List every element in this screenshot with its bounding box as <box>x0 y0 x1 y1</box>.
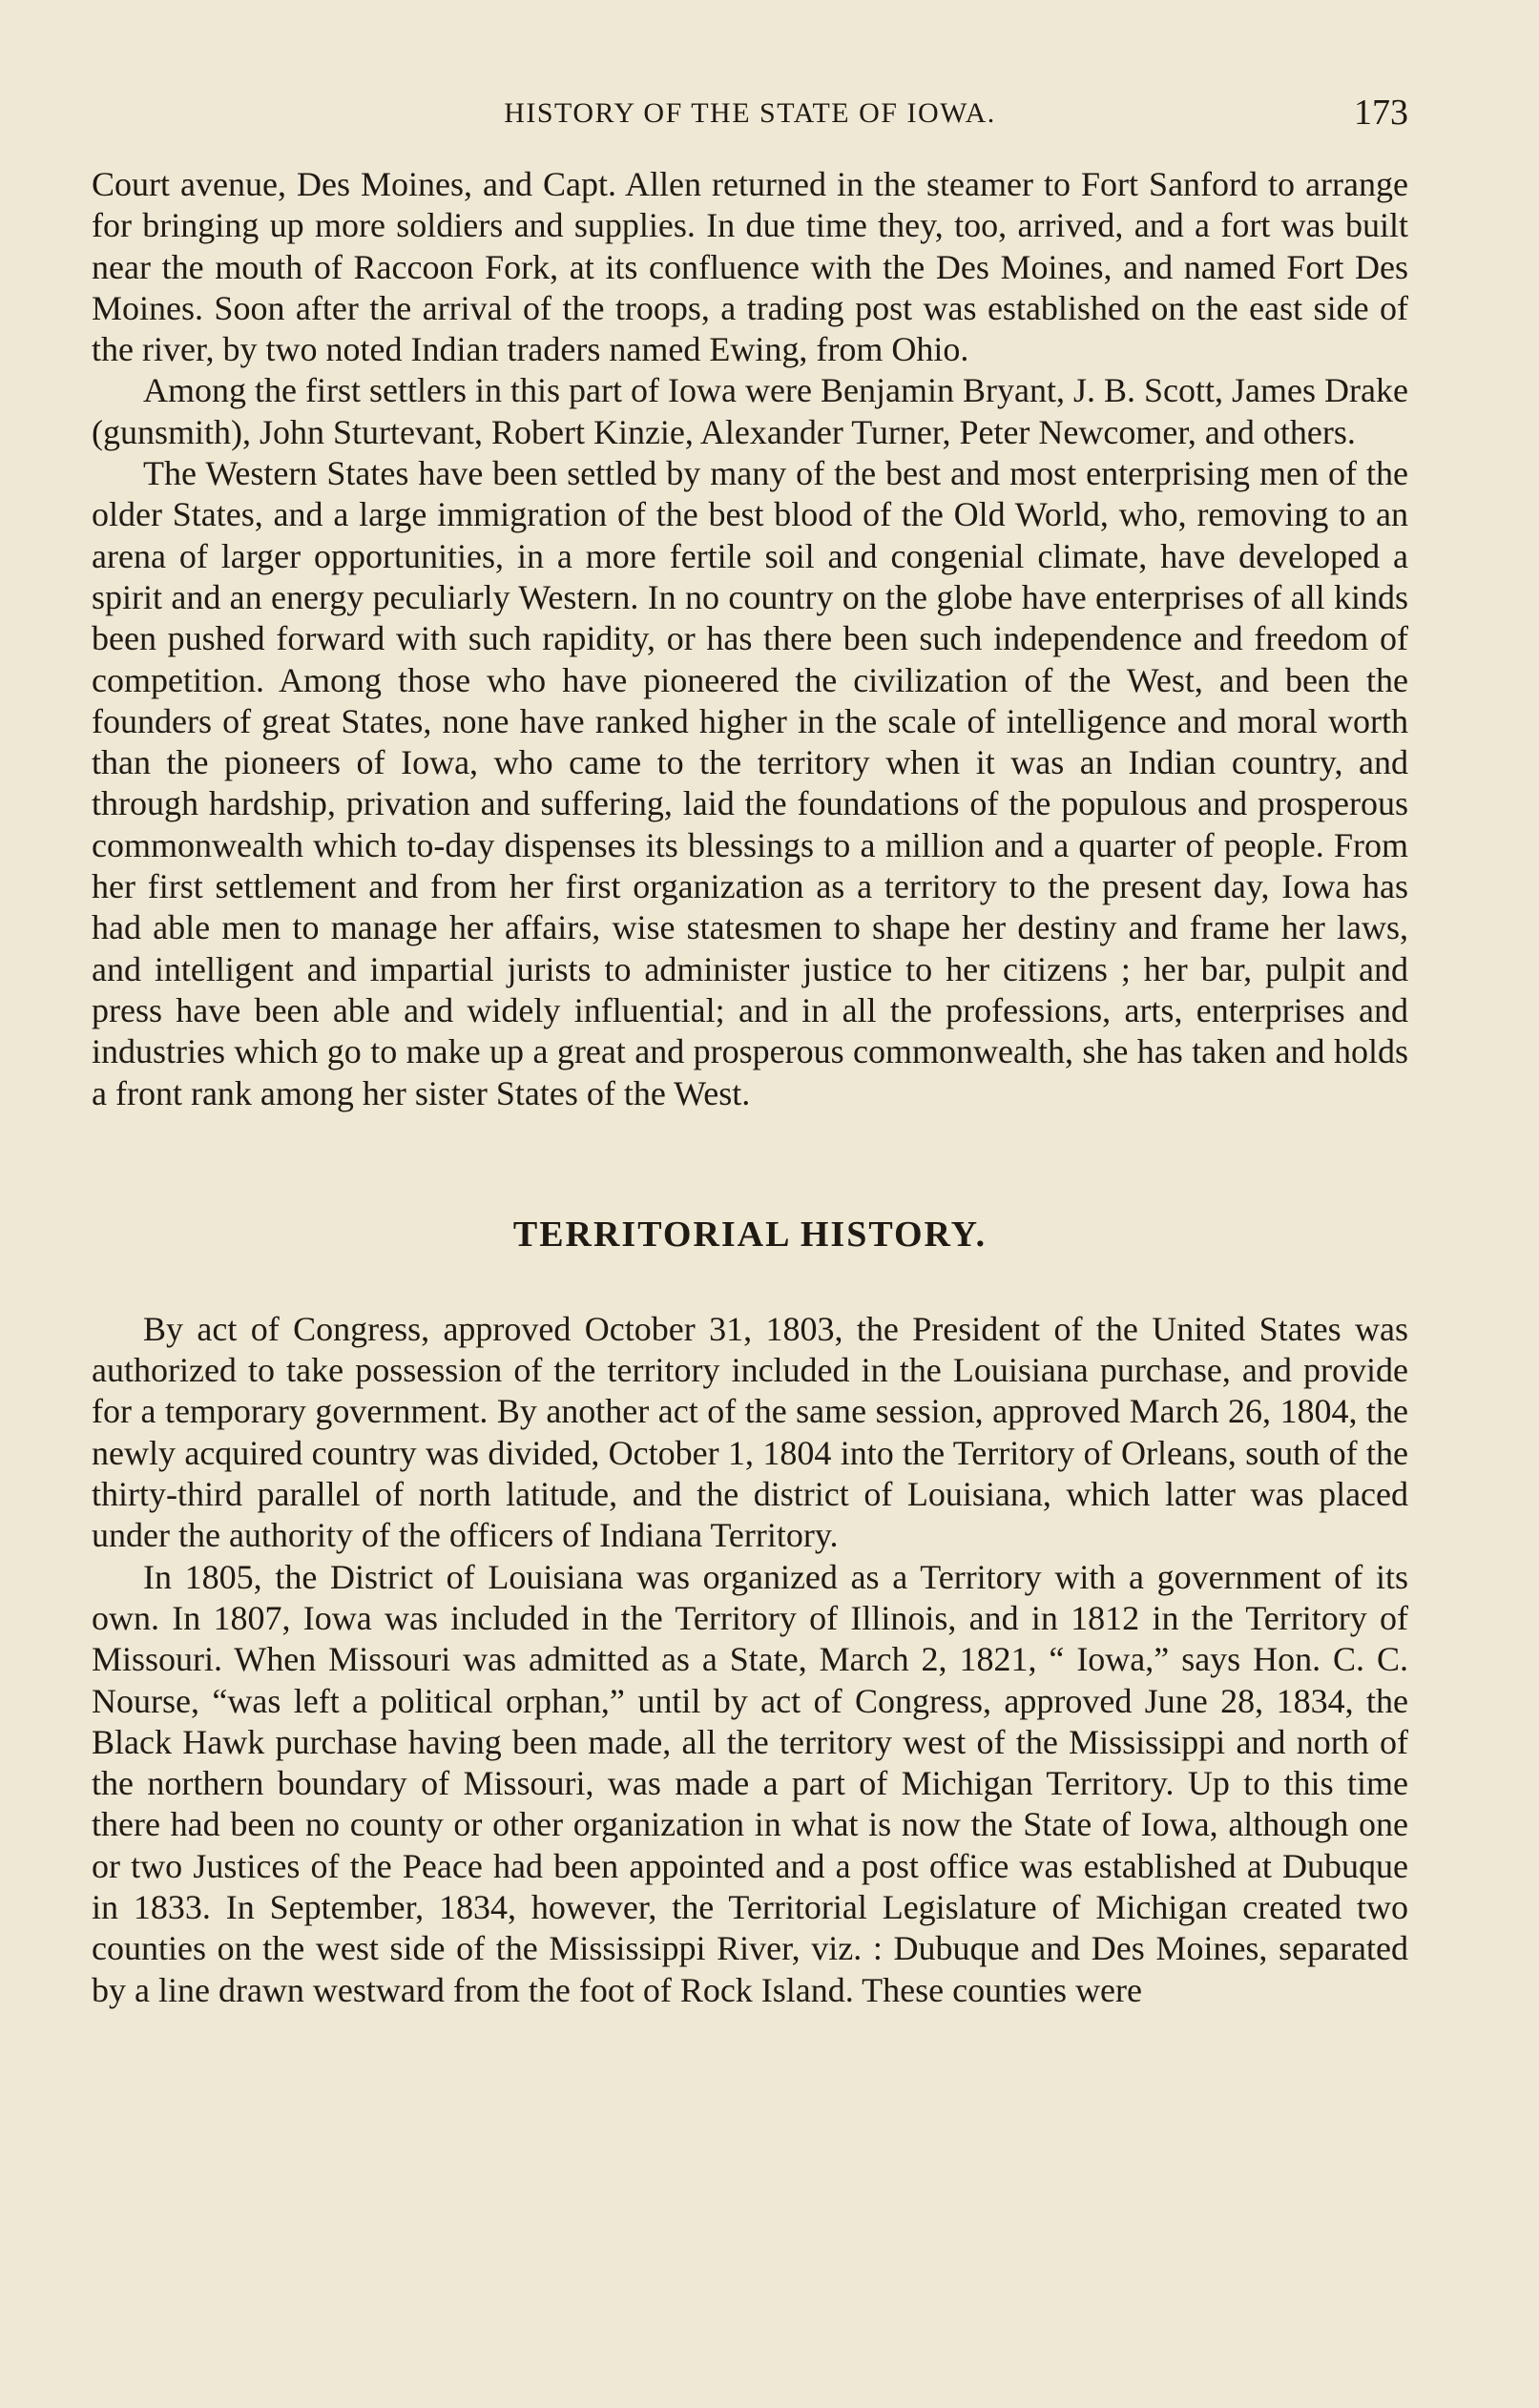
paragraph-district-of-louisiana: In 1805, the District of Louisiana was organized as a Territory with a government of its own. In 1807, Iowa was included in the Territory of Illinois, and in 1812 in the Territory of Missouri. When Missouri was admitted as a State, March 2, 1821, “ Iowa,” says Hon. C. C. Nourse, “was left a political orphan,” until by act of Congress, approved June 28, 1834, the Black Hawk purchase having been made, all the territory west of the Mississippi and north of the northern boundary of Missouri, was made a part of Michigan Territory. Up to this time there had been no county or other organization in what is now the State of Iowa, although one or two Justices of the Peace had been appointed and a post office was established at Dubuque in 1833. In September, 1834, however, the Territorial Legislature of Michigan created two counties on the west side of the Mississippi River, viz. : Dubuque and Des Moines, separated by a line drawn westward from the foot of Rock Island. These counties were <box>92 1557 1408 2009</box>
paragraph-first-settlers: Among the first settlers in this part of Iowa were Benjamin Bryant, J. B. Scott, James Drake (gunsmith), John Sturtevant, Robert Kinzie, Alexander Turner, Peter Newcomer, and others. <box>92 371 1408 451</box>
running-head <box>92 92 1408 139</box>
paragraph-act-of-congress: By act of Congress, approved October 31, 1803, the President of the United States was authorized to take possession of the territory included in the Louisiana purchase, and provide for a temporary government. By another act of the same session, approved March 26, 1804, the newly acquired country was divided, October 1, 1804 into the Territory of Orleans, south of the thirty-third parallel of north latitude, and the district of Louisiana, which latter was placed under the authority of the officers of Indiana Territory. <box>92 1309 1408 1555</box>
section-title: TERRITORIAL HISTORY. <box>512 1214 988 1255</box>
page-number: 173 <box>1354 93 1408 133</box>
paragraph-western-states: The Western States have been settled by many of the best and most enterprising men of the older States, and a large immigration of the best blood of the Old World, who, removing to an arena of larger opportunities, in a more fertile soil and congenial climate, have developed a spirit and an energy peculiarly Western. In no country on the globe have enterprises of all kinds been pushed forward with such rapidity, or has there been such independence and freedom of competition. Among those who have pioneered the civilization of the West, and been the founders of great States, none have ranked higher in the scale of intelligence and moral worth than the pioneers of Iowa, who came to the territory when it was an Indian country, and through hardship, privation and suffering, laid the foundations of the populous and prosperous commonwealth which to-day dispenses its blessings to a million and a quarter of people. From her first settlement and from her first organization as a territory to the present day, Iowa has had able men to manage her affairs, wise statesmen to shape her destiny and frame her laws, and intelligent and impartial jurists to administer justice to her citizens ; her bar, pulpit and press have been able and widely influential; and in all the professions, arts, enterprises and industries which go to make up a great and prosperous commonwealth, she has taken and holds a front rank among her sister States of the West. <box>92 454 1408 1112</box>
running-title: HISTORY OF THE STATE OF IOWA. <box>504 97 996 129</box>
paragraph-continuation: Court avenue, Des Moines, and Capt. Allen returned in the steamer to Fort Sanford to arrange for bringing up more soldiers and supplies. In due time they, too, arrived, and a fort was built near the mouth of Raccoon Fork, at its confluence with the Des Moines, and named Fort Des Moines. Soon after the arrival of the troops, a trading post was established on the east side of the river, by two noted Indian traders named Ewing, from Ohio. <box>92 165 1408 369</box>
body-text <box>92 164 1408 2011</box>
